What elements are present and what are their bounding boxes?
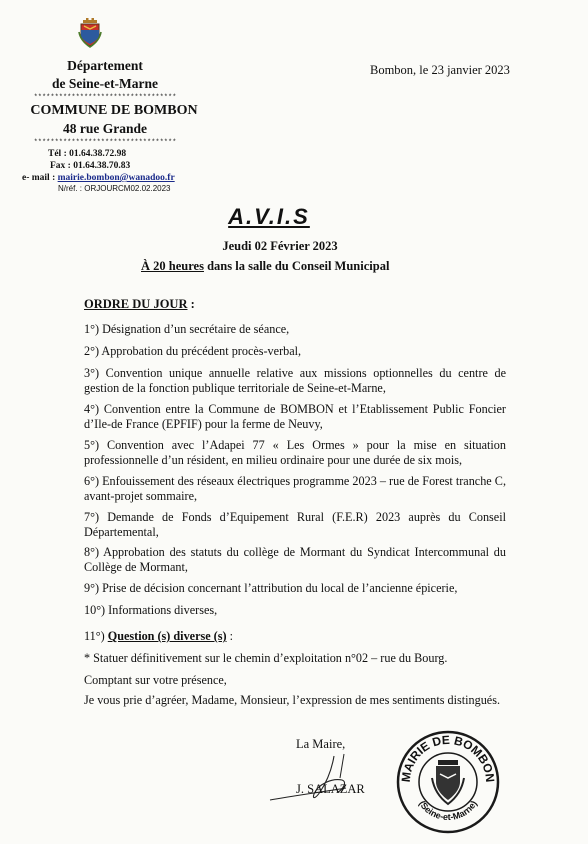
place-date: Bombon, le 23 janvier 2023 [370,63,510,77]
reference-number: N/réf. : ORJOURCM02.02.2023 [58,184,171,193]
agenda-heading [84,297,195,312]
agenda-item-11-colon: : [226,629,233,643]
stamp-top-text: MAIRIE DE BOMBON [398,732,498,783]
commune-name: COMMUNE DE BOMBON [30,103,198,118]
agenda-item-4: 4°) Convention entre la Commune de BOMBON et l’Etablissement Public Foncier d’Ile-de France (EPFIF) pour la ferme de Neuvy, [84,402,506,431]
agenda-item-3: 3°) Convention unique annuelle relative aux missions optionnelles du centre de gestion de la fonction publique territoriale de Seine-et-Marne, [84,366,506,395]
stamp-bottom-text: (Seine-et-Marne) [416,798,480,823]
separator-stars: ********************************** [33,94,177,102]
email-link[interactable]: mairie.bombon@wanadoo.fr [57,173,175,183]
meeting-time-location [141,259,389,274]
agenda-item-10: 10°) Informations diverses, [84,603,218,617]
department-line2: de Seine-et-Marne [51,76,159,91]
agenda-item-6: 6°) Enfouissement des réseaux électriques programme 2023 – rue de Forest tranche C, avant-projet sommaire, [84,474,506,503]
closing-formula: Je vous prie d’agréer, Madame, Monsieur, l’expression de mes sentiments distingués. [84,693,501,707]
email-line [22,173,175,183]
phone-number: Tél : 01.64.38.72.98 [48,149,127,159]
agenda-item-11-detail: * Statuer définitivement sur le chemin d’exploitation n°02 – rue du Bourg. [84,651,448,665]
meeting-time: À 20 heures [141,259,204,273]
coat-of-arms-logo [78,18,102,48]
separator-stars: ********************************** [33,139,177,147]
agenda-item-11-label: Question (s) diverse (s) [107,629,227,643]
agenda-item-2: 2°) Approbation du précédent procès-verbal, [84,344,302,358]
official-stamp [396,730,500,834]
signature-title: La Maire, [296,737,346,751]
agenda-item-7: 7°) Demande de Fonds d’Equipement Rural (F.E.R) 2023 auprès du Conseil Départemental, [84,510,506,539]
email-label: e- mail : [22,173,56,183]
closing-line: Comptant sur votre présence, [84,673,227,687]
agenda-item-8: 8°) Approbation des statuts du collège de Mormant du Syndicat Intercommunal du Collège de Mormant, [84,545,506,574]
meeting-date: Jeudi 02 Février 2023 [222,239,338,253]
handwritten-signature [262,748,372,808]
notice-title: A.V.I.S [228,204,310,229]
agenda-heading-colon: : [187,297,195,311]
signatory-name: J. SALAZAR [296,782,365,796]
agenda-item-1: 1°) Désignation d’un secrétaire de séance, [84,322,290,336]
agenda-item-9: 9°) Prise de décision concernant l’attribution du local de l’ancienne épicerie, [84,581,458,595]
commune-address: 48 rue Grande [63,121,147,136]
agenda-item-11-number: 11°) [84,629,108,643]
agenda-heading-text: ORDRE DU JOUR [84,297,188,311]
fax-number: Fax : 01.64.38.70.83 [50,161,131,171]
meeting-location: dans la salle du Conseil Municipal [207,259,390,273]
agenda-item-5: 5°) Convention avec l’Adapei 77 « Les Ormes » pour la mise en situation professionnelle d’un résident, en milieu ordinaire pour une durée de six mois, [84,438,506,467]
stamp-emblem-icon [432,760,464,804]
agenda-item-11 [84,629,506,644]
department-line1: Département [67,58,143,73]
